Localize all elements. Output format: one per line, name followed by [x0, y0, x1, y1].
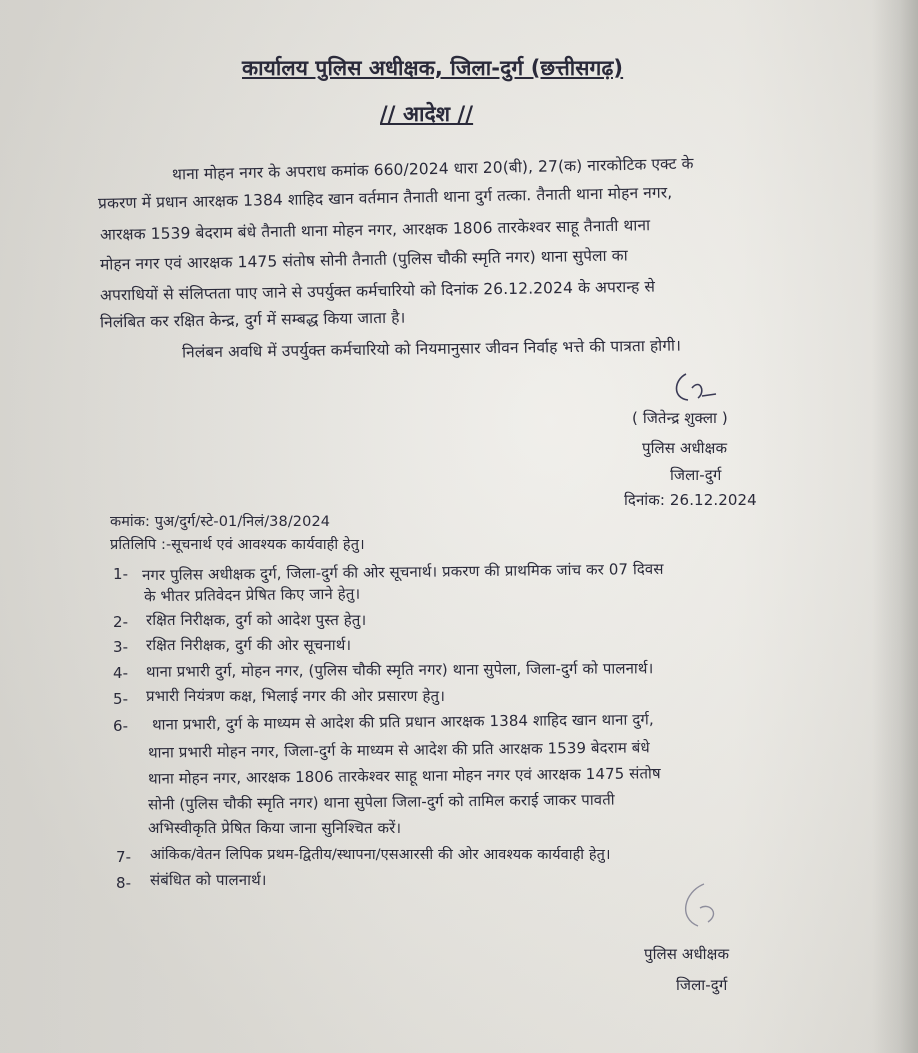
dist-num-3: 3- — [113, 638, 129, 656]
dist-num-5: 5- — [113, 690, 129, 708]
order-date: दिनांक: 26.12.2024 — [624, 491, 757, 509]
dist-line-3: रक्षित निरीक्षक, दुर्ग की ओर सूचनार्थ। — [146, 636, 352, 654]
signatory2-district: जिला-दुर्ग — [676, 976, 728, 994]
signature-scribble-1 — [668, 368, 728, 408]
signatory-name: ( जितेन्द्र शुक्ला ) — [632, 409, 728, 427]
body-line-4: मोहन नगर एवं आरक्षक 1475 संतोष सोनी तैनाती (पुलिस चौकी स्मृति नगर) थाना सुपेला का — [99, 246, 628, 274]
signatory2-designation: पुलिस अधीक्षक — [644, 945, 730, 963]
dist-line-2: रक्षित निरीक्षक, दुर्ग को आदेश पुस्त हेतु। — [146, 611, 367, 629]
reference-number: कमांक: पुअ/दुर्ग/स्टे-01/निलं/38/2024 — [110, 514, 331, 530]
dist-num-8: 8- — [116, 874, 132, 892]
dist-line-6c: थाना मोहन नगर, आरक्षक 1806 तारकेश्वर साहू थाना मोहन नगर एवं आरक्षक 1475 संतोष — [147, 764, 661, 788]
dist-line-6a: थाना प्रभारी, दुर्ग के माध्यम से आदेश की प्रति प्रधान आरक्षक 1384 शाहिद खान थाना दुर्ग, — [151, 710, 654, 734]
dist-line-6d: सोनी (पुलिस चौकी स्मृति नगर) थाना सुपेला जिला-दुर्ग को तामिल कराई जाकर पावती — [147, 790, 615, 814]
order-heading: // आदेश // — [380, 102, 474, 126]
office-title: कार्यालय पुलिस अधीक्षक, जिला-दुर्ग (छत्तीसगढ़) — [242, 56, 624, 80]
dist-line-7: आंकिक/वेतन लिपिक प्रथम-द्वितीय/स्थापना/एसआरसी की ओर आवश्यक कार्यवाही हेतु। — [150, 847, 611, 863]
dist-num-7: 7- — [116, 848, 132, 866]
dist-num-1: 1- — [113, 565, 129, 583]
dist-line-1a: नगर पुलिस अधीक्षक दुर्ग, जिला-दुर्ग की ओर सूचनार्थ। प्रकरण की प्राथमिक जांच कर 07 दिवस — [141, 559, 664, 585]
dist-num-6: 6- — [113, 717, 129, 735]
body-line-6: निलंबित कर रक्षित केन्द्र, दुर्ग में सम्बद्ध किया जाता है। — [99, 308, 406, 332]
signatory-district: जिला-दुर्ग — [670, 466, 722, 484]
body-line-7: निलंबन अवधि में उपर्युक्त कर्मचारियो को नियमानुसार जीवन निर्वाह भत्ते की पात्रता होगी। — [181, 336, 682, 362]
dist-line-4: थाना प्रभारी दुर्ग, मोहन नगर, (पुलिस चौकी स्मृति नगर) थाना सुपेला, जिला-दुर्ग को पालनार्थ। — [145, 659, 654, 681]
dist-line-1b: के भीतर प्रतिवेदन प्रेषित किए जाने हेतु। — [143, 584, 361, 606]
signatory-designation: पुलिस अधीक्षक — [642, 439, 728, 457]
body-line-5: अपराधियों से संलिप्तता पाए जाने से उपर्युक्त कर्मचारियो को दिनांक 26.12.2024 के अपरान्ह से — [99, 277, 656, 305]
dist-num-4: 4- — [113, 664, 129, 682]
body-line-1: थाना मोहन नगर के अपराध कमांक 660/2024 धारा 20(बी), 27(क) नारकोटिक एक्ट के — [171, 154, 694, 184]
signature-scribble-2 — [664, 878, 734, 938]
dist-line-6e: अभिस्वीकृति प्रेषित किया जाना सुनिश्चित करें। — [148, 819, 402, 837]
dist-line-5: प्रभारी नियंत्रण कक्ष, भिलाई नगर की ओर प्रसारण हेतु। — [146, 687, 445, 705]
dist-line-8: संबंधित को पालनार्थ। — [150, 871, 267, 889]
dist-num-2: 2- — [113, 613, 129, 631]
body-line-2: प्रकरण में प्रधान आरक्षक 1384 शाहिद खान वर्तमान तैनाती थाना दुर्ग तत्का. तैनाती थाना मोहन नगर, — [97, 183, 673, 213]
body-line-3: आरक्षक 1539 बेदराम बंधे तैनाती थाना मोहन नगर, आरक्षक 1806 तारकेश्वर साहू तैनाती थाना — [99, 216, 651, 244]
dist-line-6b: थाना प्रभारी मोहन नगर, जिला-दुर्ग के माध्यम से आदेश की प्रति आरक्षक 1539 बेदराम बंधे — [147, 738, 650, 762]
paper-edge-shadow — [872, 0, 918, 1053]
copy-to-heading: प्रतिलिपि :-सूचनार्थ एवं आवश्यक कार्यवाही हेतु। — [110, 537, 365, 553]
